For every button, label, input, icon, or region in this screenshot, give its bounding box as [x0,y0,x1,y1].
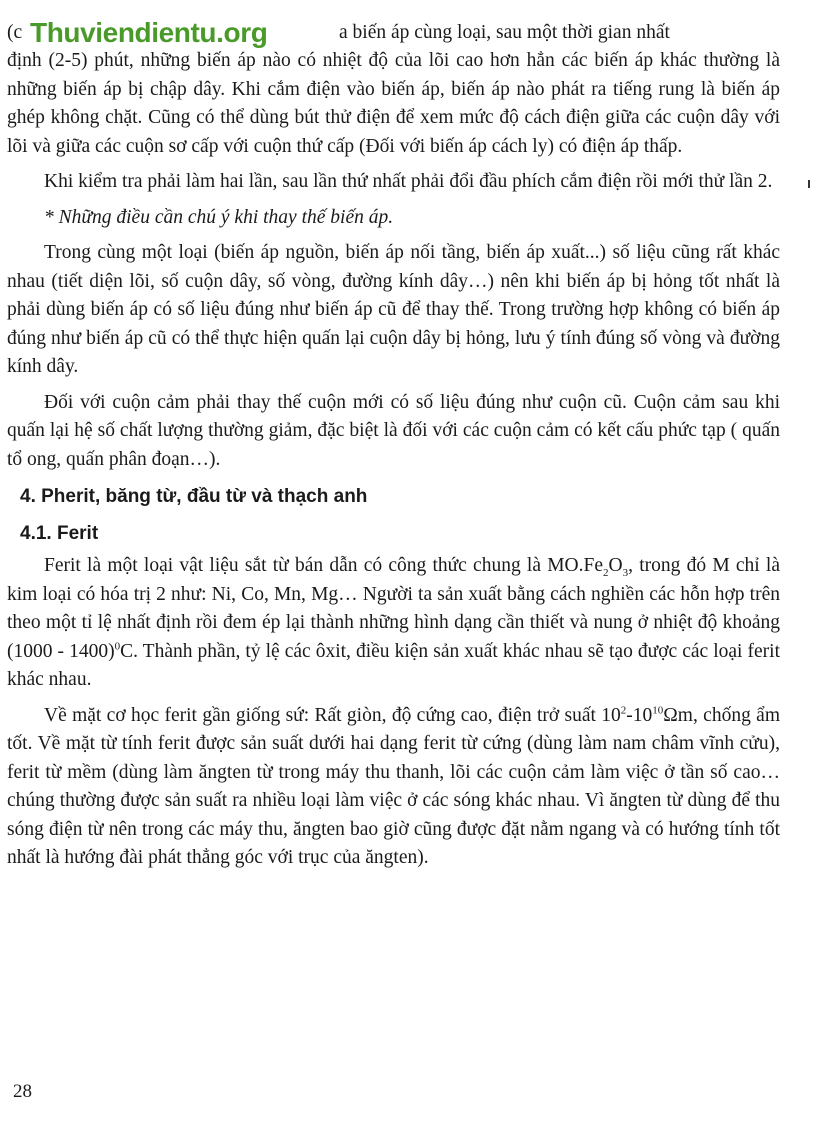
section-heading-4-1: 4.1. Ferit [20,523,99,544]
body-text [7,47,780,873]
paragraph-3: Trong cùng một loại (biến áp nguồn, biến áp nối tầng, biến áp xuất...) số liệu cũng rất khác nhau (tiết diện lõi, số cuộn dây, số vòng, đường kính dây…) nên khi biến áp bị hỏng tốt nhất là phải dùng biến áp có số liệu đúng như biến áp cũ để thay thế. Trong trường hợp không có biến áp đúng như biến áp cũ có thể thực hiện quấn lại cuộn dây bị hỏng, lưu ý tính đúng số vòng và đường kính dây. [7,242,780,377]
watermark-logo: Thuviendientu.org [30,17,268,48]
section-heading-4: 4. Pherit, băng từ, đầu từ và thạch anh [20,486,368,507]
para5-sup: 0 [114,640,121,652]
scan-mark [808,180,810,188]
paragraph-2: Khi kiểm tra phải làm hai lần, sau lần thứ nhất phải đổi đầu phích cắm điện rồi mới thử lần 2. [44,171,773,192]
para5-text-a: Ferit là một loại vật liệu sắt từ bán dẫn có công thức chung là MO.Fe [44,555,604,576]
para6-text-c: Ωm, chống ẩm tốt. Về mặt từ tính ferit được sản suất dưới hai dạng ferit từ cứng (dùng làm nam châm vĩnh cửu), ferit từ mềm (dùng làm ăngten từ trong máy thu thanh, lõi các cuộn cảm làm việc ở tần số cao… chúng thường được sản suất ra nhiều loại làm việc ở các sóng khác nhau. Vì ăngten từ dùng để thu sóng điện từ nên trong các máy thu, ăngten bao giờ cũng được đặt nằm ngang và có hướng tính tốt nhất là hướng đài phát thẳng góc với trục của ăngten). [7,704,781,868]
page-number: 28 [13,1081,32,1102]
para5-text-c: , trong đó M chỉ là kim loại có hóa trị 2 như: Ni, Co, Mn, Mg… Người ta sản xuất bằng cách nghiền các hỗn hợp trên theo một tỉ lệ nhất định rồi đem ép lại thành những hình dạng cần thiết và nung ở nhiệt độ khoảng (1000 - 1400) [7,555,780,662]
para5-sub-1: 2 [603,566,609,579]
para5-text-b: O [608,555,623,576]
para6-sup-2: 10 [652,704,664,716]
para5-sub-2: 3 [622,566,629,579]
line1-rest: a biến áp cùng loại, sau một thời gian nhất [339,22,670,43]
paragraph-4: Đối với cuộn cảm phải thay thế cuộn mới có số liệu đúng như cuộn cũ. Cuộn cảm sau khi quấn lại hệ số chất lượng thường giảm, đặc biệt là đối với các cuộn cảm có kết cấu phức tạp ( quấn tổ ong, quấn phân đoạn…). [7,391,780,470]
para6-text-b: -10 [626,704,653,726]
paragraph-1-continuation: định (2-5) phút, những biến áp nào có nhiệt độ của lõi cao hơn hẳn các biến áp khác thường là những biến áp bị chập dây. Khi cắm điện vào biến áp, biến áp nào phát ra tiếng rung là biến áp ghép không chặt. Cũng có thể dùng bút thử điện để xem mức độ cách điện giữa các cuộn dây với lõi và giữa các cuộn sơ cấp với cuộn thứ cấp (Đối với biến áp cách ly) có điện áp thấp. [7,50,780,157]
paragraph-6 [7,702,780,873]
para5-text-d: C. Thành phần, tỷ lệ các ôxit, điều kiện sản xuất khác nhau sẽ tạo được các loại ferit khác nhau. [7,640,780,690]
para6-text-a: Về mặt cơ học ferit gần giống sứ: Rất giòn, độ cứng cao, điện trở suất 10 [44,704,621,726]
line1-lead: (c [7,22,23,43]
note-heading: * Những điều cần chú ý khi thay thế biến áp. [44,206,394,228]
paragraph-5 [7,552,780,695]
para6-sup-1: 2 [620,704,627,716]
